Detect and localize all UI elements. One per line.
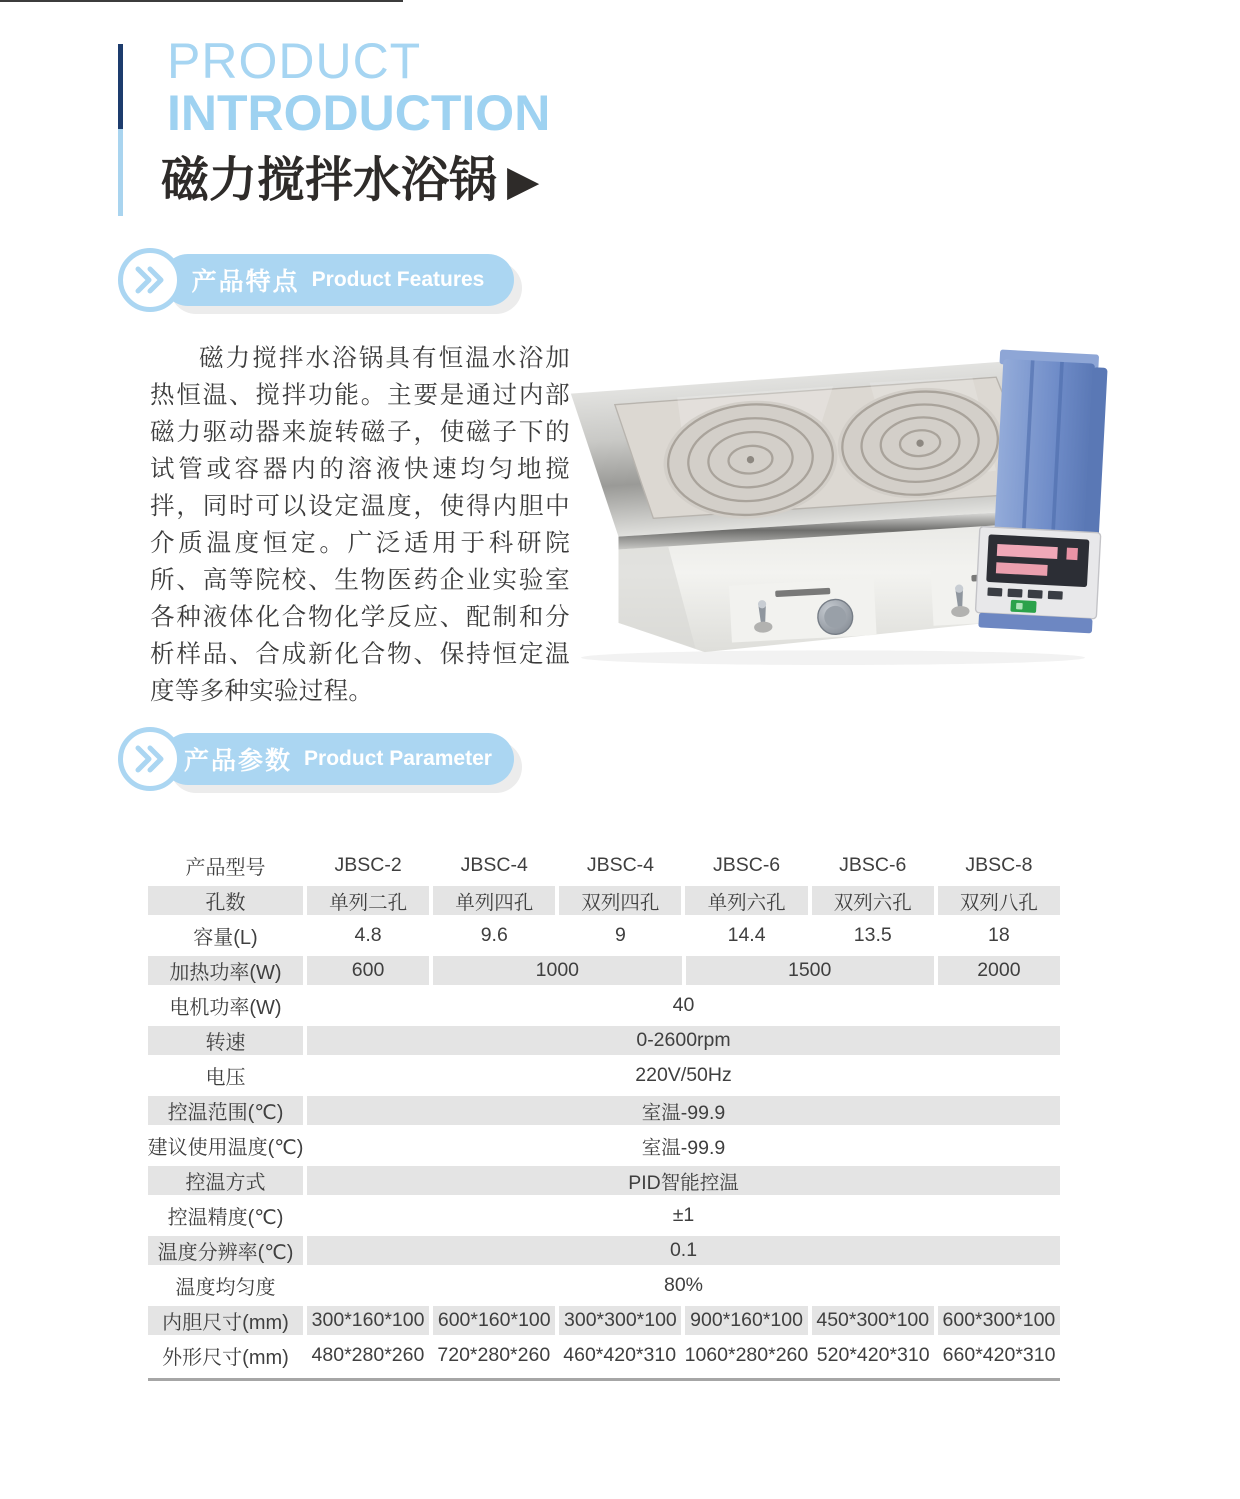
row-label: 建议使用温度(℃) <box>147 1137 304 1159</box>
row-label: 外形尺寸(mm) <box>162 1347 289 1369</box>
table-cell: JBSC-8 <box>965 854 1033 876</box>
parameters-section-badge <box>118 727 548 793</box>
table-row <box>148 1131 1060 1160</box>
table-cell: 460*420*310 <box>563 1344 677 1366</box>
table-row <box>148 956 1060 985</box>
table-row <box>148 1096 1060 1125</box>
table-cell: 14.4 <box>727 924 766 946</box>
table-cell: 13.5 <box>853 924 892 946</box>
table-cell: 0-2600rpm <box>307 1026 1060 1055</box>
table-cell: 300*300*100 <box>559 1306 681 1335</box>
page-title-text: 磁力搅拌水浴锅 <box>161 154 498 207</box>
table-row <box>148 1061 1060 1090</box>
table-cell: 600 <box>307 956 429 985</box>
table-cell: 1060*280*260 <box>684 1344 809 1366</box>
arrow-right-icon: ▶ <box>507 156 540 204</box>
table-cell: JBSC-4 <box>460 854 528 876</box>
row-label: 控温精度(℃) <box>167 1207 284 1229</box>
table-cell: 480*280*260 <box>311 1344 425 1366</box>
row-label: 控温范围(℃) <box>148 1096 303 1125</box>
table-cell: JBSC-6 <box>712 854 781 876</box>
row-label: 温度分辨率(℃) <box>148 1236 303 1265</box>
header-kicker-line1: PRODUCT <box>167 33 422 89</box>
table-row <box>148 1166 1060 1195</box>
table-row <box>148 1236 1060 1265</box>
table-cell: 室温-99.9 <box>641 1136 726 1159</box>
table-cell: 300*160*100 <box>307 1306 429 1335</box>
table-cell: 双列四孔 <box>559 886 681 915</box>
table-cell: 9 <box>614 924 626 946</box>
features-badge-pill <box>162 254 514 306</box>
table-cell: 9.6 <box>480 924 508 946</box>
table-cell: 220V/50Hz <box>635 1064 732 1086</box>
table-cell: 720*280*260 <box>437 1344 551 1366</box>
table-cell: 660*420*310 <box>942 1344 1056 1366</box>
table-cell: 2000 <box>938 956 1060 985</box>
table-row <box>148 1271 1060 1300</box>
features-badge-label-en: Product Features <box>311 268 485 291</box>
table-row <box>148 1026 1060 1055</box>
page-title <box>161 150 539 212</box>
double-chevron-icon <box>118 248 182 312</box>
table-cell: 600*160*100 <box>433 1306 555 1335</box>
table-row <box>148 1306 1060 1335</box>
parameters-badge-label-cn: 产品参数 <box>184 747 293 775</box>
row-label: 加热功率(W) <box>148 956 303 985</box>
features-badge-label-cn: 产品特点 <box>191 268 300 296</box>
table-cell: 900*160*100 <box>685 1306 807 1335</box>
table-row <box>148 991 1060 1020</box>
table-row <box>148 886 1060 915</box>
product-photo <box>558 333 1108 667</box>
parameters-badge-label-en: Product Parameter <box>304 747 492 770</box>
table-row <box>148 921 1060 950</box>
table-cell: 4.8 <box>354 924 382 946</box>
double-chevron-icon <box>118 727 182 791</box>
table-cell: 1000 <box>433 956 681 985</box>
row-label: 容量(L) <box>193 927 258 949</box>
header-accent-bar-dark <box>118 44 123 129</box>
table-cell: 80% <box>663 1274 704 1296</box>
table-cell: 单列四孔 <box>433 886 555 915</box>
parameters-table <box>148 851 1060 1381</box>
table-cell: 450*300*100 <box>812 1306 934 1335</box>
table-cell: 600*300*100 <box>938 1306 1060 1335</box>
row-label: 内胆尺寸(mm) <box>148 1306 303 1335</box>
row-label: 转速 <box>148 1026 303 1055</box>
row-label: 电压 <box>205 1067 246 1089</box>
row-label: 电机功率(W) <box>169 997 282 1019</box>
row-label: 产品型号 <box>185 857 266 879</box>
table-cell: 单列六孔 <box>685 886 807 915</box>
table-cell: 18 <box>988 924 1010 946</box>
features-section-badge <box>118 248 548 314</box>
header-kicker-line2: INTRODUCTION <box>167 85 551 141</box>
row-label: 控温方式 <box>148 1166 303 1195</box>
parameters-badge-pill <box>162 733 514 785</box>
row-label: 孔数 <box>148 886 303 915</box>
table-row <box>148 851 1060 880</box>
table-cell: 单列二孔 <box>307 886 429 915</box>
table-row <box>148 1201 1060 1230</box>
top-divider <box>0 0 403 2</box>
table-cell: 0.1 <box>307 1236 1060 1265</box>
table-cell: 40 <box>672 994 695 1016</box>
features-paragraph: 磁力搅拌水浴锅具有恒温水浴加热恒温、搅拌功能。主要是通过内部磁力驱动器来旋转磁子，使磁子下的试管或容器内的溶液快速均匀地搅拌，同时可以设定温度，使得内胆中介质温度恒定。广泛适用于科研院所、高等院校、生物医药企业实验室各种液体化合物化学反应、配制和分析样品、合成新化合物、保持恒定温度等多种实验过程。 <box>150 345 570 705</box>
table-cell: 双列六孔 <box>812 886 934 915</box>
table-cell: 双列八孔 <box>938 886 1060 915</box>
table-cell: 520*420*310 <box>816 1344 930 1366</box>
row-label: 温度均匀度 <box>175 1277 276 1299</box>
table-cell: JBSC-6 <box>839 854 907 876</box>
table-cell: PID智能控温 <box>307 1166 1060 1195</box>
header-accent-bar-light <box>118 129 123 216</box>
table-cell: 1500 <box>686 956 934 985</box>
table-row <box>148 1341 1060 1370</box>
table-cell: 室温-99.9 <box>307 1096 1060 1125</box>
table-cell: ±1 <box>672 1204 695 1226</box>
table-cell: JBSC-4 <box>586 854 654 876</box>
table-cell: JBSC-2 <box>334 854 402 876</box>
